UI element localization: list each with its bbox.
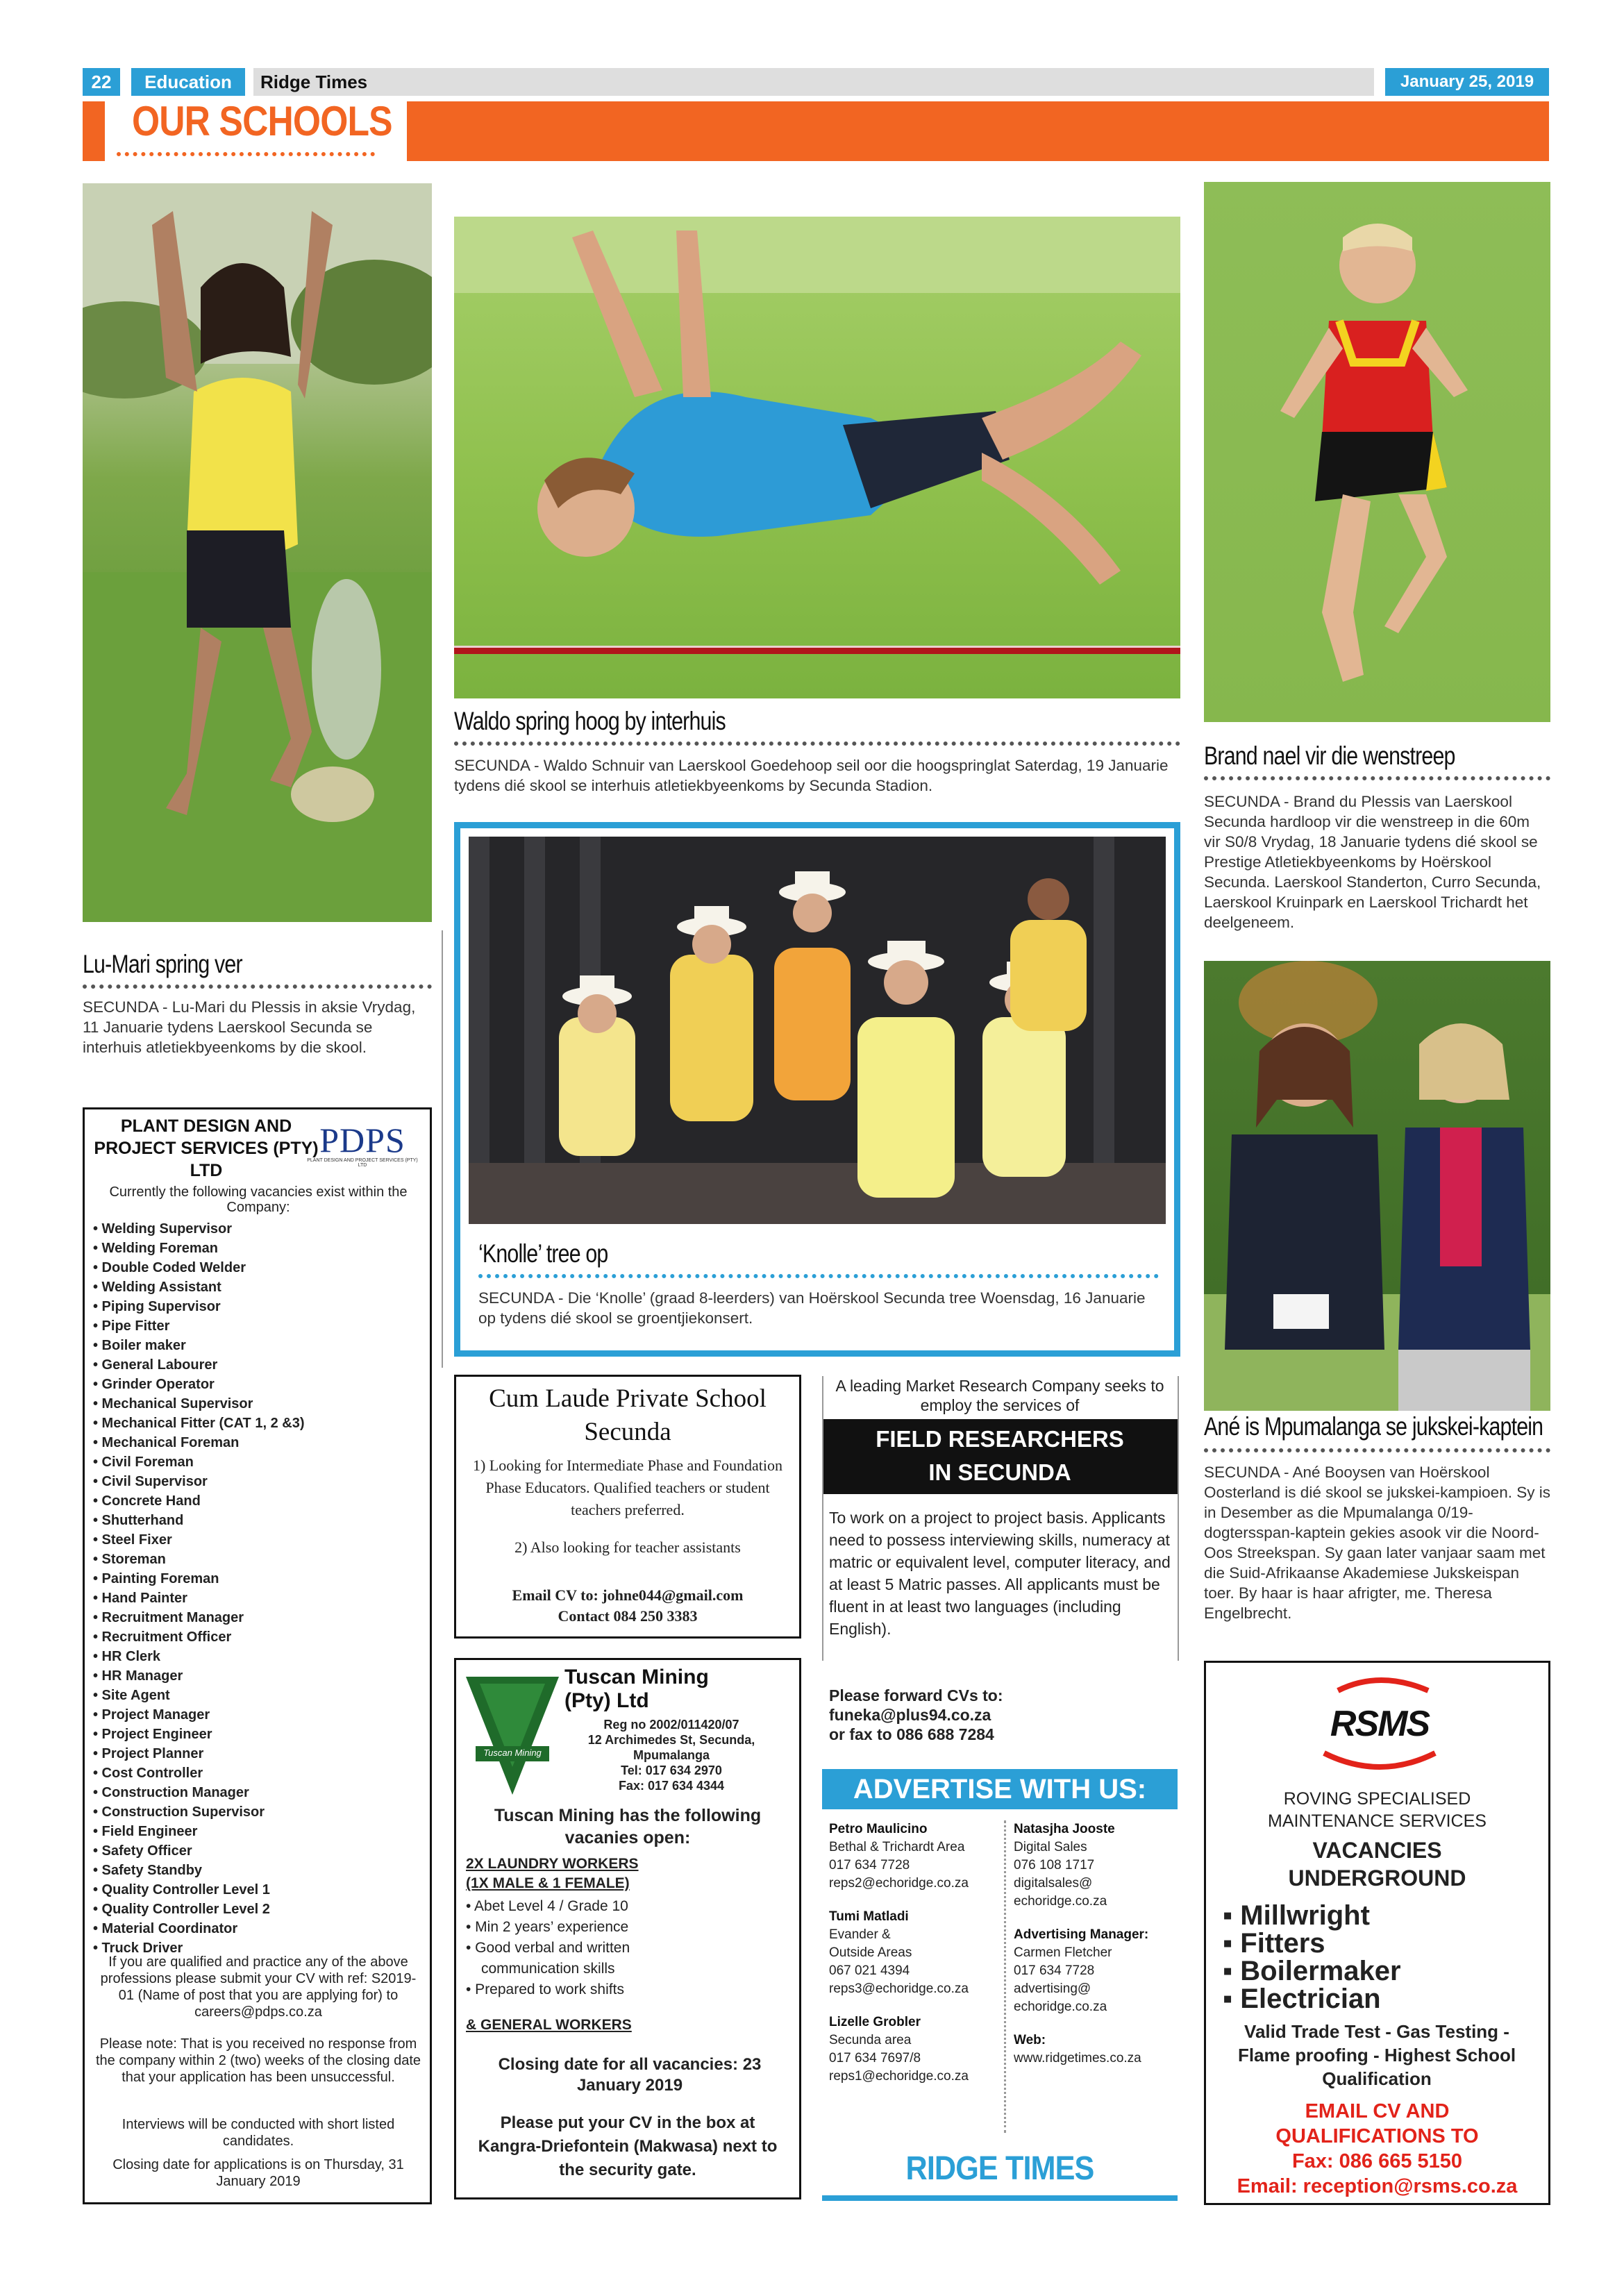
research-body: To work on a project to project basis. Applicants need to possess interviewing skills, numeracy at matric or equivalent level, computer literacy, and at least 5 Matric passes. All applicants must be fluent in at least two languages (including English). [829,1509,1171,1638]
advertise-contact-name: Advertising Manager: [1014,1927,1149,1942]
high-jump-figure [454,217,1180,698]
tuscan-requirements [466,1896,674,2000]
rsms-email: Email: reception@rsms.co.za [1237,2175,1518,2197]
knolle-story-box [454,822,1180,1357]
advertise-contact [829,2013,1003,2086]
advertise-column-divider [1004,1820,1006,2133]
brand-headline: Brand nael vir die wenstreep [1204,741,1455,770]
pdps-position-item: • General Labourer [93,1357,218,1373]
advertise-contact-line: echoridge.co.za [1014,2000,1107,2014]
concert-performers-figure [469,837,1166,1224]
rsms-position-item: ▪ Electrician [1223,1984,1381,2014]
waldo-caption: SECUNDA - Waldo Schnuir van Laerskool Goedehoop seil oor die hoogspringlat Saterdag, 19 Januarie tydens dié skool se interhuis atletiekbyeenkoms by Secunda Stadion. [454,757,1169,794]
cumlaude-item2: 2) Also looking for teacher assistants [514,1539,741,1556]
pdps-position-item: • Safety Officer [93,1843,192,1859]
lumari-caption: SECUNDA - Lu-Mari du Plessis in aksie Vrydag, 11 Januarie tydens Laerskool Secunda se interhuis atletiekbyeenkoms by die skool. [83,998,416,1056]
pdps-position-item: • Hand Painter [93,1591,187,1606]
rsms-position-item: ▪ Boilermaker [1223,1956,1401,1986]
research-fax: or fax to 086 688 7284 [829,1725,994,1743]
advertise-contact [1014,1820,1178,1911]
pdps-position-item: • Truck Driver [93,1941,183,1956]
ad-frame-line [442,930,443,1368]
coach-and-player-figure [1204,961,1550,1411]
publication-bar [253,68,1374,96]
rsms-logo-text: RSMS [1330,1704,1430,1744]
tuscan-intro: Tuscan Mining has the following vacanies open: [494,1806,762,1847]
lumari-headline: Lu-Mari spring ver [83,950,242,978]
pdps-position-item: • Field Engineer [93,1824,198,1839]
tuscan-reg: Reg no 2002/011420/07 [603,1718,739,1732]
advertise-contact-line: advertising@ [1014,1981,1091,1996]
runner-boy-figure [1204,182,1550,722]
advertise-contact-name: Tumi Matladi [829,1909,909,1924]
tuscan-requirement-item: • Prepared to work shifts [466,1981,624,1997]
advertise-contact-line: Evander & [829,1927,891,1942]
advertise-contact-name: Lizelle Grobler [829,2015,921,2029]
tuscan-fax: Fax: 017 634 4344 [618,1779,725,1793]
rsms-fax: Fax: 086 665 5150 [1291,2150,1463,2172]
advertise-contact-line: echoridge.co.za [1014,1894,1107,1909]
waldo-photo [454,217,1180,698]
research-title-box [822,1419,1178,1494]
advertise-right-column [1014,1820,1178,2083]
pdps-ad [83,1107,432,2204]
publication-name: Ridge Times [260,72,368,92]
pdps-position-item: • Site Agent [93,1688,170,1703]
tuscan-general: & GENERAL WORKERS [466,2017,632,2033]
page-header [83,68,1549,96]
rsms-tagline1: ROVING SPECIALISED [1283,1789,1471,1809]
tuscan-ad [454,1658,801,2199]
tuscan-requirement-item: • Abet Level 4 / Grade 10 [466,1898,628,1914]
pdps-position-item: • Grinder Operator [93,1377,215,1392]
tuscan-laundry-title: 2X LAUNDRY WORKERS [466,1856,639,1872]
ridge-times-masthead: RIDGE TIMES [905,2150,1094,2187]
research-email: funeka@plus94.co.za [829,1706,991,1724]
knolle-photo [469,837,1166,1224]
pdps-position-item: • Storeman [93,1552,166,1567]
advertise-contact-line: 017 634 7728 [1014,1963,1095,1978]
research-ad [822,1375,1178,1755]
section-banner: OUR SCHOOLS [132,98,392,144]
pdps-position-item: • Boiler maker [93,1338,186,1353]
rsms-logo [1296,1677,1463,1774]
pdps-position-item: • Civil Supervisor [93,1474,208,1489]
pdps-logo-text: PDPS [319,1121,405,1159]
advertise-contact-line: Digital Sales [1014,1840,1087,1854]
pdps-position-item: • Safety Standby [93,1863,203,1878]
tuscan-instructions: Please put your CV in the box at Kangra-Driefontein (Makwasa) next to the security gate. [478,2113,778,2179]
rsms-tagline2: MAINTENANCE SERVICES [1268,1811,1487,1831]
pdps-position-item: • Recruitment Officer [93,1629,232,1645]
advertise-contact-line: Secunda area [829,2033,912,2047]
advertise-contact-line: 067 021 4394 [829,1963,910,1978]
rsms-requirements: Valid Trade Test - Gas Testing - Flame proofing - Highest School Qualification [1237,2021,1516,2089]
brand-photo [1204,182,1550,722]
tuscan-address2: Mpumalanga [633,1748,710,1762]
pdps-position-item: • Concrete Hand [93,1493,201,1509]
waldo-headline: Waldo spring hoog by interhuis [454,707,726,735]
page-number: 22 [83,68,120,96]
rsms-position-item: ▪ Millwright [1223,1900,1370,1931]
cumlaude-item1: 1) Looking for Intermediate Phase and Foundation Phase Educators. Qualified teachers or student teachers preferred. [472,1457,782,1518]
pdps-position-item: • Quality Controller Level 1 [93,1882,270,1897]
advertise-contact-line: digitalsales@ [1014,1876,1093,1891]
knolle-headline: ‘Knolle’ tree op [478,1239,608,1268]
advertise-left-column [829,1820,1003,2101]
pdps-position-item: • Project Planner [93,1746,204,1761]
advertise-contact [829,1908,1003,1998]
pdps-position-item: • Steel Fixer [93,1532,172,1548]
pdps-position-item: • Civil Foreman [93,1455,194,1470]
pdps-position-item: • Welding Assistant [93,1280,221,1295]
advertise-contact-line: www.ridgetimes.co.za [1014,2051,1141,2065]
pdps-position-item: • Mechanical Fitter (CAT 1, 2 &3) [93,1416,305,1431]
research-title2: IN SECUNDA [928,1459,1071,1485]
advertise-contact-line: Bethal & Trichardt Area [829,1840,965,1854]
pdps-logo [307,1122,418,1169]
pdps-position-item: • Welding Foreman [93,1241,218,1256]
waldo-divider [454,741,1180,746]
tuscan-address1: 12 Archimedes St, Secunda, [587,1733,755,1747]
pdps-position-item: • Project Manager [93,1707,210,1723]
advertise-contact-line: reps3@echoridge.co.za [829,1981,969,1996]
pdps-position-item: • Shutterhand [93,1513,184,1528]
cumlaude-email: Email CV to: johne044@gmail.com [512,1586,744,1604]
advertise-contact-name: Natasjha Jooste [1014,1822,1115,1836]
pdps-interviews: Interviews will be conducted with short listed candidates. [122,2117,395,2149]
pdps-position-item: • Pipe Fitter [93,1318,170,1334]
advertise-contact [1014,2031,1178,2068]
advertise-bottom-rule [822,2195,1178,2201]
tuscan-logo-text: Tuscan Mining [483,1748,542,1758]
advertise-contact-name: Web: [1014,2033,1046,2047]
knolle-caption: SECUNDA - Die ‘Knolle’ (graad 8-leerders) van Hoërskool Secunda tree Woensdag, 16 Januarie op tydens dié skool se groentjiekonsert. [478,1289,1146,1327]
banner-underline [117,152,375,156]
pdps-position-item: • Cost Controller [93,1766,203,1781]
tuscan-requirement-item: • Good verbal and written communication skills [466,1940,630,1977]
research-intro: A leading Market Research Company seeks to employ the services of [835,1377,1164,1414]
rsms-heading1: VACANCIES [1312,1838,1442,1863]
tuscan-name: Tuscan Mining (Pty) Ltd [564,1666,709,1712]
pdps-position-item: • Quality Controller Level 2 [93,1902,270,1917]
research-forward: Please forward CVs to: [829,1686,1003,1704]
issue-date: January 25, 2019 [1385,68,1549,96]
advertise-contact [829,1820,1003,1893]
cumlaude-contact: Contact 084 250 3383 [558,1607,698,1625]
tuscan-closing: Closing date for all vacancies: 23 January 2019 [498,2055,762,2095]
pdps-position-item: • Double Coded Welder [93,1260,246,1275]
pdps-position-item: • Recruitment Manager [93,1610,244,1625]
advertise-contact-line: reps2@echoridge.co.za [829,1876,969,1891]
advertise-contact-line: 017 634 7697/8 [829,2051,921,2065]
ane-caption: SECUNDA - Ané Booysen van Hoërskool Oosterland is dié skool se jukskei-kampioen. Sy is in Desember as die Mpumalanga 0/19-dogtersspan-kaptein gekies asook vir die Noord-Oos Streekspan. Sy gaan later vanjaar saam met die Suid-Afrikaanse Akademiese Jukskeispan toer. By haar is haar afrigter, me. Theresa Engelbrecht. [1204,1464,1550,1622]
advertise-contact-name: Petro Maulicino [829,1822,928,1836]
pdps-position-item: • Construction Manager [93,1785,249,1800]
rsms-positions-list [1223,1902,1528,2013]
advertise-contact-line: Outside Areas [829,1945,912,1960]
pdps-company-name: PLANT DESIGN AND PROJECT SERVICES (PTY) LTD [94,1116,319,1180]
lumari-divider [83,984,432,989]
pdps-position-item: • Mechanical Supervisor [93,1396,253,1411]
knolle-divider [478,1274,1159,1278]
banner-left-tab [83,101,105,161]
rsms-cta2: QUALIFICATIONS TO [1275,2125,1479,2147]
pdps-position-item: • Painting Foreman [93,1571,219,1586]
tuscan-tel: Tel: 017 634 2970 [621,1763,722,1777]
pdps-intro: Currently the following vacancies exist within the Company: [109,1184,408,1215]
pdps-note: Please note: That is you received no response from the company within 2 (two) weeks of the closing date that your application has been unsuccessful. [95,2036,421,2085]
advertise-contact-line: 076 108 1717 [1014,1858,1095,1872]
rsms-position-item: ▪ Fitters [1223,1928,1325,1959]
cumlaude-ad [454,1375,801,1639]
research-frame-left [822,1376,823,1661]
pdps-position-item: • Project Engineer [93,1727,212,1742]
advertise-contact-line: Carmen Fletcher [1014,1945,1112,1960]
banner-bar [407,101,1549,161]
brand-caption: SECUNDA - Brand du Plessis van Laerskool Secunda hardloop vir die wenstreep in die 60m vir S0/8 Vrydag, 18 Januarie tydens dié skool se Prestige Atletiekbyeenkoms by Hoërskool Secunda. Laerskool Standerton, Curro Secunda, Laerskool Kruinpark en Laerskool Trichardt het deelgeneem. [1204,793,1541,931]
pdps-position-item: • HR Manager [93,1668,183,1684]
pdps-position-item: • HR Clerk [93,1649,161,1664]
ane-photo [1204,961,1550,1411]
pdps-position-item: • Material Coordinator [93,1921,238,1936]
rsms-cta1: EMAIL CV AND [1305,2100,1450,2122]
advertise-heading: ADVERTISE WITH US: [822,1769,1178,1809]
rsms-heading2: UNDERGROUND [1288,1866,1466,1891]
lumari-photo [83,183,432,922]
ane-headline: Ané is Mpumalanga se jukskei-kaptein [1204,1412,1543,1441]
section-label: Education [131,68,245,96]
advertise-block [822,1769,1178,2205]
advertise-contact [1014,1926,1178,2016]
pdps-positions-list [93,1219,426,1958]
pdps-position-item: • Construction Supervisor [93,1804,265,1820]
research-frame-right [1178,1376,1179,1661]
tuscan-laundry-sub: (1X MALE & 1 FEMALE) [466,1875,630,1891]
pdps-logo-sub: PLANT DESIGN AND PROJECT SERVICES (PTY) LTD [307,1158,418,1168]
tuscan-requirement-item: • Min 2 years’ experience [466,1919,629,1935]
pdps-position-item: • Welding Supervisor [93,1221,232,1237]
brand-divider [1204,776,1550,780]
tuscan-logo [466,1677,559,1795]
advertise-contact-line: 017 634 7728 [829,1858,910,1872]
research-title1: FIELD RESEARCHERS [876,1426,1124,1452]
rsms-ad [1204,1661,1550,2205]
cumlaude-title: Cum Laude Private School Secunda [489,1384,767,1446]
pdps-apply: If you are qualified and practice any of the above professions please submit your CV with ref: S2019-01 (Name of post that you are applying for) to careers@pdps.co.za [100,1954,417,2020]
pdps-closing: Closing date for applications is on Thursday, 31 January 2019 [112,2157,404,2189]
ane-divider [1204,1448,1550,1452]
pdps-position-item: • Mechanical Foreman [93,1435,240,1450]
athlete-girl-figure [83,183,432,922]
pdps-position-item: • Piping Supervisor [93,1299,221,1314]
advertise-contact-line: reps1@echoridge.co.za [829,2069,969,2084]
